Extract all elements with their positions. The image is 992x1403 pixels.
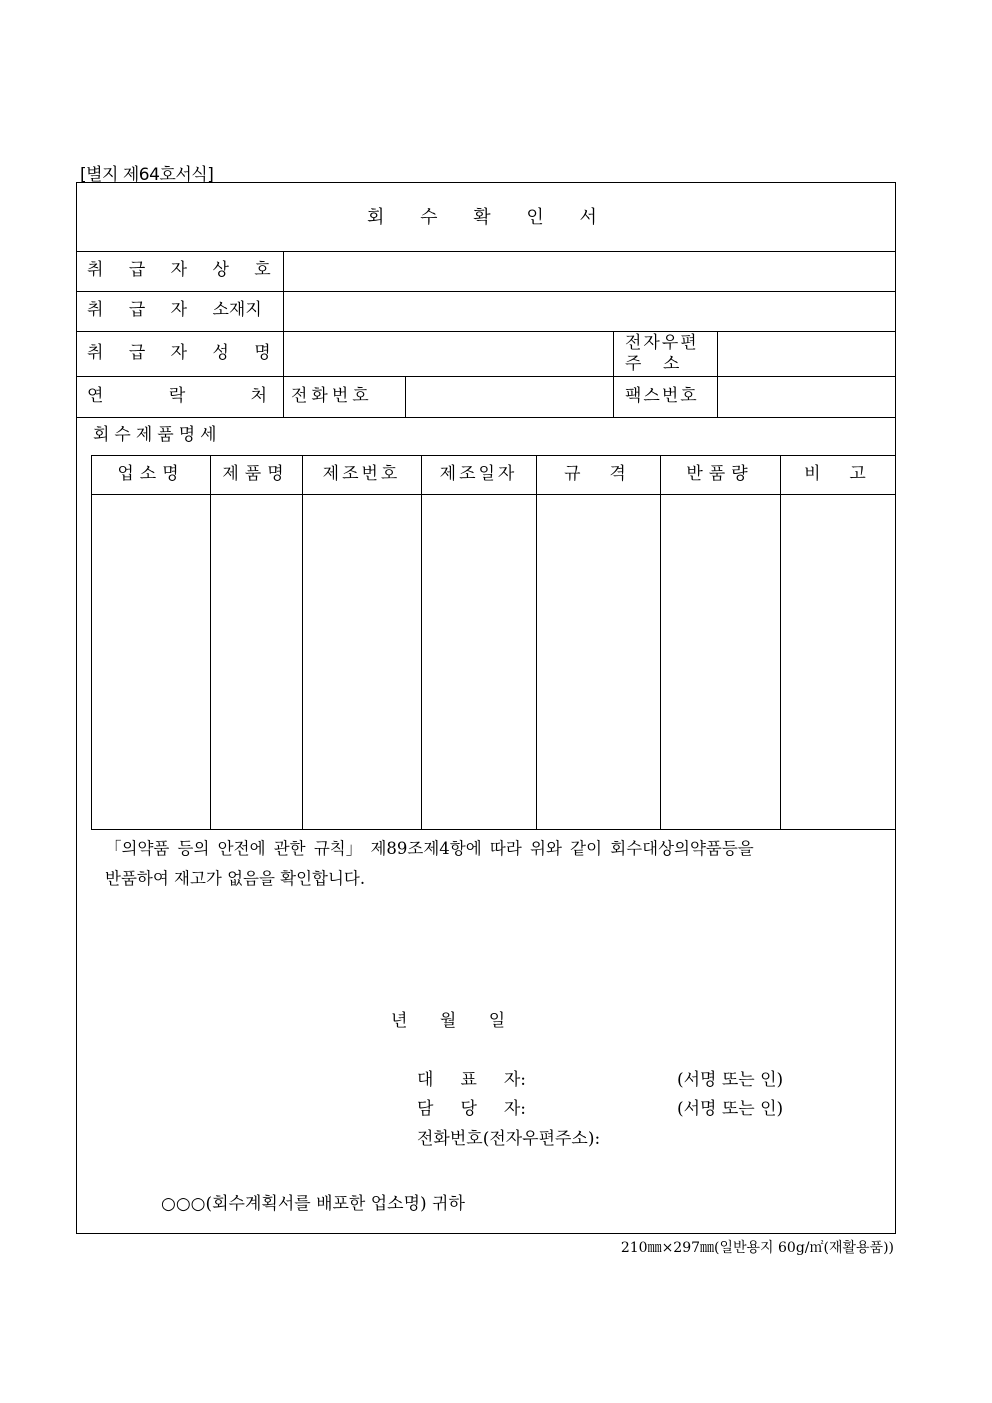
statement-line1: 「의약품 등의 안전에 관한 규칙」 제89조제4항에 따라 위와 같이 회수대상의약품등을 <box>105 839 754 858</box>
phone-field[interactable] <box>405 378 611 415</box>
handler-name-label: 취 급 자 상 호 <box>87 260 271 280</box>
col-header-return-qty: 반품량 <box>686 464 754 484</box>
form-title: 회 수 확 인 서 <box>367 207 597 228</box>
col-header-product: 제품명 <box>222 464 290 484</box>
col-header-mfg-date: 제조일자 <box>439 464 518 484</box>
handler-person-label: 취 급 자 성 명 <box>87 343 271 363</box>
product-table <box>91 455 895 830</box>
representative-label: 대 표 자: <box>417 1070 527 1090</box>
contact-label: 연 락 처 <box>87 386 268 406</box>
fax-label: 팩스번호 <box>625 386 699 406</box>
handler-address-label: 취 급 자 소재지 <box>87 300 262 320</box>
manager-label: 담 당 자: <box>417 1099 527 1119</box>
handler-name-field[interactable] <box>283 253 893 289</box>
email-field[interactable] <box>717 333 893 374</box>
paper-spec-footer: 210㎜×297㎜(일반용지 60g/㎡(재활용품)) <box>620 1240 894 1256</box>
handler-address-field[interactable] <box>283 293 893 329</box>
date-line: 년 월 일 <box>391 1011 506 1031</box>
col-header-remarks: 비 고 <box>804 464 872 484</box>
col-header-company: 업소명 <box>117 464 185 484</box>
handler-person-field[interactable] <box>283 333 611 374</box>
email-label-line1: 전자우편 <box>625 333 699 353</box>
manager-sign: (서명 또는 인) <box>677 1099 784 1119</box>
contact-phone-label: 전화번호(전자우편주소): <box>417 1129 601 1149</box>
addressee: ○○○(회수계획서를 배포한 업소명) 귀하 <box>161 1194 465 1214</box>
form-number-label: [별지 제64호서식] <box>80 165 214 185</box>
statement-line2: 반품하여 재고가 없음을 확인합니다. <box>105 869 366 888</box>
col-header-spec: 규 격 <box>564 464 632 484</box>
representative-sign: (서명 또는 인) <box>677 1070 784 1090</box>
form-frame <box>76 182 896 1234</box>
email-label-line2: 주 소 <box>625 354 680 374</box>
section-title: 회수제품명세 <box>93 425 222 445</box>
phone-label: 전화번호 <box>291 386 373 406</box>
col-header-lot: 제조번호 <box>322 464 401 484</box>
fax-field[interactable] <box>717 378 893 415</box>
